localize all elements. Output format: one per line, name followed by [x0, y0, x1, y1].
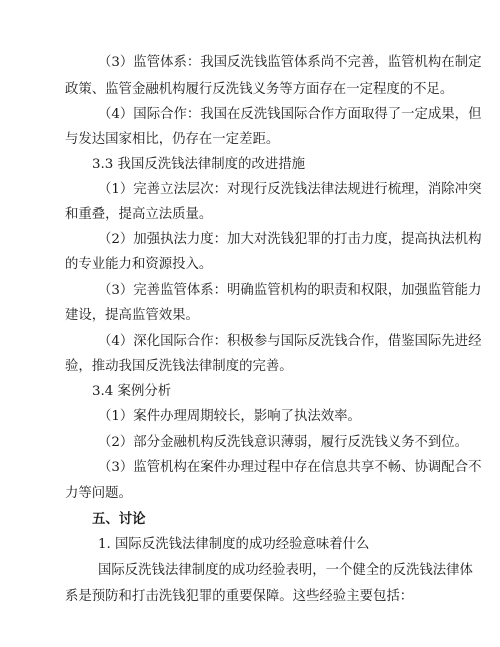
line-text: 1. 国际反洗钱法律制度的成功经验意味着什么	[98, 537, 370, 552]
line-text: 的专业能力和资源投入。	[65, 257, 213, 272]
line-text: 系是预防和打击洗钱犯罪的重要保障。这些经验主要包括：	[65, 589, 414, 604]
line-text: 国际反洗钱法律制度的成功经验表明，一个健全的反洗钱法律体	[98, 563, 473, 578]
line-text: （3）监管体系：我国反洗钱监管体系尚不完善，监管机构在制定	[98, 55, 482, 70]
line-text: （4）国际合作：我国在反洗钱国际合作方面取得了一定成果，但	[98, 107, 482, 122]
line-text: 政策、监管金融机构履行反洗钱义务等方面存在一定程度的不足。	[65, 82, 454, 97]
line-text: 3.4 案例分析	[92, 384, 172, 399]
line-text: 验，推动我国反洗钱法律制度的完善。	[65, 359, 293, 374]
line-text: （3）完善监管体系：明确监管机构的职责和权限，加强监管能力	[98, 283, 482, 298]
line-text: 和重叠，提高立法质量。	[65, 207, 213, 222]
line-text: 力等问题。	[65, 486, 132, 501]
line-text: 建设，提高监管效果。	[65, 308, 199, 323]
line-text: （1）案件办理周期较长，影响了执法效率。	[98, 409, 361, 424]
line-text: 与发达国家相比，仍存在一定差距。	[65, 132, 280, 147]
line-text: 五、讨论	[92, 511, 146, 527]
line-text: 3.3 我国反洗钱法律制度的改进措施	[92, 157, 306, 172]
line-text: （2）加强执法力度：加大对洗钱犯罪的打击力度，提高执法机构	[98, 232, 482, 247]
line-text: （3）监管机构在案件办理过程中存在信息共享不畅、协调配合不	[98, 460, 482, 475]
line-text: （2）部分金融机构反洗钱意识薄弱，履行反洗钱义务不到位。	[98, 435, 469, 450]
line-text: （1）完善立法层次：对现行反洗钱法律法规进行梳理，消除冲突	[98, 182, 482, 197]
line-text: （4）深化国际合作：积极参与国际反洗钱合作，借鉴国际先进经	[98, 334, 482, 349]
